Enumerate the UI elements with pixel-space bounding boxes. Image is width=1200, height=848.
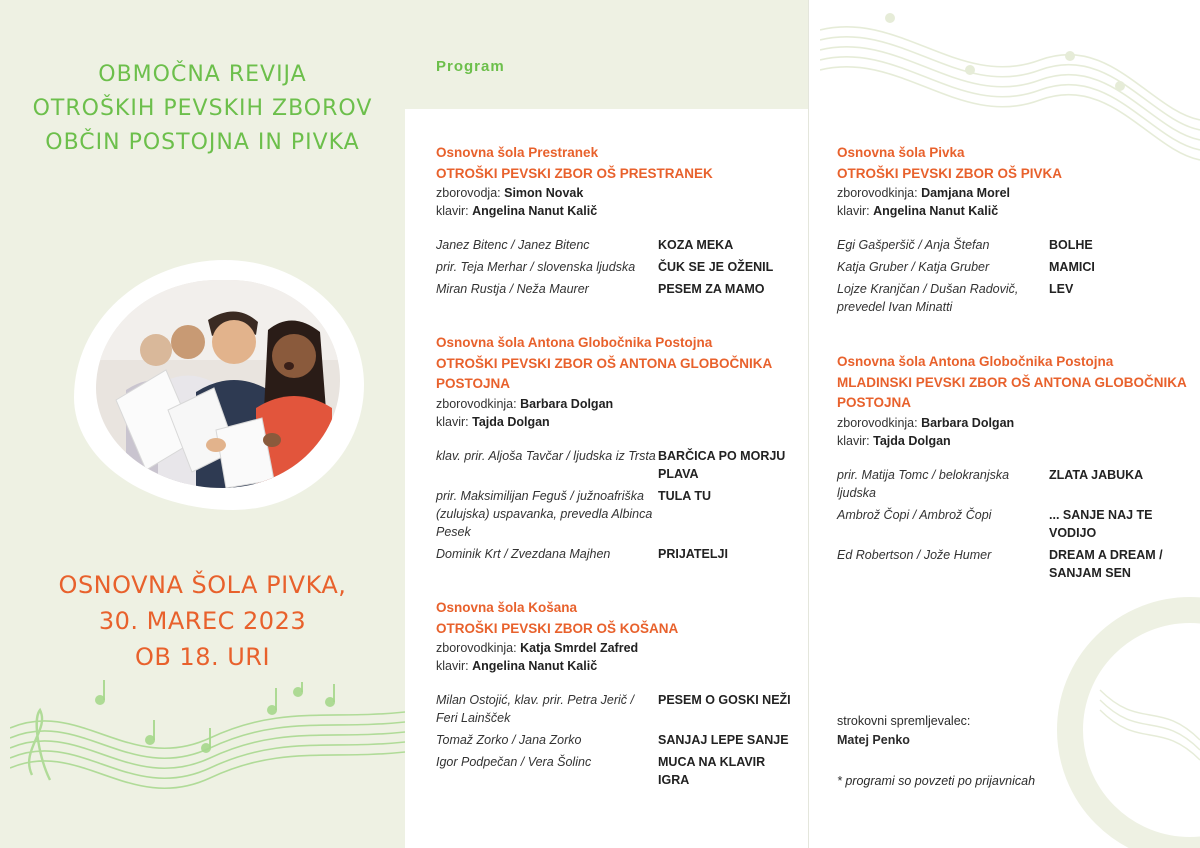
footnote: * programi so povzeti po prijavnicah [837, 774, 1036, 788]
school-block [837, 352, 1192, 586]
date-line: 30. MAREC 2023 [98, 607, 307, 635]
school-name: Osnovna šola Prestranek [436, 145, 599, 160]
song-row [436, 447, 791, 483]
pianist-name: Tajda Dolgan [873, 433, 951, 448]
event-title-line: OTROŠKIH PEVSKIH ZBOROV [32, 96, 373, 121]
event-title [30, 58, 375, 160]
time-line: OB 18. URI [134, 643, 271, 671]
song-row [837, 466, 1192, 502]
song-title: PESEM O GOSKI NEŽI [658, 693, 791, 707]
song-title: BOLHE [1049, 238, 1093, 252]
conductor-line: zborovodja: Simon Novak [436, 186, 584, 200]
pianist-name: Angelina Nanut Kalič [472, 659, 598, 673]
song-title: SANJAJ LEPE SANJE [658, 733, 789, 747]
choir-name: OTROŠKI PEVSKI ZBOR OŠ KOŠANA [436, 620, 679, 636]
song-title: KOZA MEKA [658, 238, 734, 252]
song-author: Lojze Kranjčan / Dušan Radovič, prevedel Ivan Minatti [837, 282, 1019, 314]
choir-name: MLADINSKI PEVSKI ZBOR OŠ ANTONA GLOBOČNIKA POSTOJNA [837, 374, 1187, 410]
song-row [436, 753, 791, 789]
song-list [436, 691, 791, 789]
song-row [837, 546, 1192, 582]
song-row [837, 236, 1192, 254]
piano-line: klavir: Tajda Dolgan [837, 433, 951, 448]
song-list [436, 447, 791, 563]
conductor-line: zborovodkinja: Damjana Morel [837, 186, 1010, 200]
song-title: ... SANJE NAJ TE VODIJO [1049, 507, 1153, 540]
pianist-name: Angelina Nanut Kalič [472, 204, 598, 218]
fold-divider [808, 0, 809, 848]
event-title-line: OBMOČNA REVIJA [98, 62, 307, 87]
song-list [837, 466, 1192, 582]
pianist-name: Angelina Nanut Kalič [873, 204, 999, 218]
song-row [436, 487, 791, 541]
song-title: MUCA NA KLAVIR IGRA [658, 755, 766, 787]
school-block [436, 333, 791, 567]
conductor-name: Simon Novak [504, 186, 584, 200]
choir-illustration [96, 280, 340, 488]
school-block [436, 143, 791, 302]
song-author: Ed Robertson / Jože Humer [837, 547, 992, 562]
pianist-name: Tajda Dolgan [472, 414, 550, 429]
choir-name: OTROŠKI PEVSKI ZBOR OŠ PRESTRANEK [436, 165, 713, 181]
program-heading: Program [436, 58, 505, 75]
school-block [436, 598, 791, 793]
song-title: BARČICA PO MORJU PLAVA [658, 448, 786, 481]
song-title: DREAM A DREAM / SANJAM SEN [1049, 547, 1163, 580]
song-title: PRIJATELJI [658, 546, 728, 561]
venue-line: OSNOVNA ŠOLA PIVKA, [58, 571, 347, 599]
song-title: ZLATA JABUKA [1049, 467, 1144, 482]
event-title-line: OBČIN POSTOJNA IN PIVKA [45, 130, 360, 155]
event-venue-date [30, 567, 375, 675]
music-staff-decoration-icon [10, 680, 405, 790]
conductor-line: zborovodkinja: Barbara Dolgan [436, 396, 614, 411]
piano-line: klavir: Angelina Nanut Kalič [837, 204, 999, 218]
song-author: Ambrož Čopi / Ambrož Čopi [837, 507, 992, 522]
expert-name: Matej Penko [837, 733, 910, 747]
choir-name: OTROŠKI PEVSKI ZBOR OŠ ANTONA GLOBOČNIKA POSTOJNA [436, 355, 772, 391]
song-row [436, 280, 791, 298]
song-author: Milan Ostojić, klav. prir. Petra Jerič / Feri Lainšček [436, 693, 634, 725]
song-title: MAMICI [1049, 260, 1095, 274]
song-row [436, 258, 791, 276]
choir-name: OTROŠKI PEVSKI ZBOR OŠ PIVKA [837, 165, 1063, 181]
song-title: TULA TU [658, 488, 711, 503]
song-author: Dominik Krt / Zvezdana Majhen [436, 546, 611, 561]
song-row [837, 258, 1192, 276]
conductor-name: Damjana Morel [921, 186, 1010, 200]
song-row [436, 691, 791, 727]
decorative-ring-icon [1040, 580, 1200, 848]
conductor-name: Barbara Dolgan [921, 415, 1015, 430]
school-name: Osnovna šola Pivka [837, 145, 965, 160]
conductor-line: zborovodkinja: Barbara Dolgan [837, 415, 1015, 430]
song-list [837, 236, 1192, 316]
song-author: prir. Matija Tomc / belokranjska ljudska [837, 467, 1010, 500]
song-list [436, 236, 791, 298]
conductor-line: zborovodkinja: Katja Smrdel Zafred [436, 641, 639, 655]
expert-label: strokovni spremljevalec: [837, 714, 971, 728]
song-row [436, 545, 791, 563]
school-name: Osnovna šola Antona Globočnika Postojna [837, 354, 1114, 369]
piano-line: klavir: Angelina Nanut Kalič [436, 204, 598, 218]
song-author: Janez Bitenc / Janez Bitenc [436, 238, 590, 252]
song-title: PESEM ZA MAMO [658, 282, 765, 296]
conductor-name: Barbara Dolgan [520, 396, 614, 411]
piano-line: klavir: Tajda Dolgan [436, 414, 550, 429]
song-author: Egi Gašperšič / Anja Štefan [837, 238, 990, 252]
school-name: Osnovna šola Košana [436, 600, 578, 615]
song-row [837, 280, 1192, 316]
conductor-name: Katja Smrdel Zafred [520, 641, 639, 655]
song-author: prir. Maksimilijan Feguš / južnoafriška (zulujska) uspavanka, prevedla Albinca Pesek [436, 488, 653, 539]
song-author: Igor Podpečan / Vera Šolinc [436, 755, 592, 769]
song-author: Tomaž Zorko / Jana Zorko [436, 733, 582, 747]
song-title: ČUK SE JE OŽENIL [658, 260, 774, 274]
children-choir-photo [96, 280, 340, 488]
school-block [837, 143, 1192, 320]
song-row [837, 506, 1192, 542]
song-author: prir. Teja Merhar / slovenska ljudska [436, 260, 636, 274]
song-title: LEV [1049, 282, 1074, 296]
piano-line: klavir: Angelina Nanut Kalič [436, 659, 598, 673]
song-author: Katja Gruber / Katja Gruber [837, 260, 990, 274]
song-author: Miran Rustja / Neža Maurer [436, 282, 589, 296]
song-author: klav. prir. Aljoša Tavčar / ljudska iz Trsta [436, 448, 656, 463]
song-row [436, 731, 791, 749]
program-header-band [405, 0, 808, 109]
school-name: Osnovna šola Antona Globočnika Postojna [436, 335, 713, 350]
song-row [436, 236, 791, 254]
